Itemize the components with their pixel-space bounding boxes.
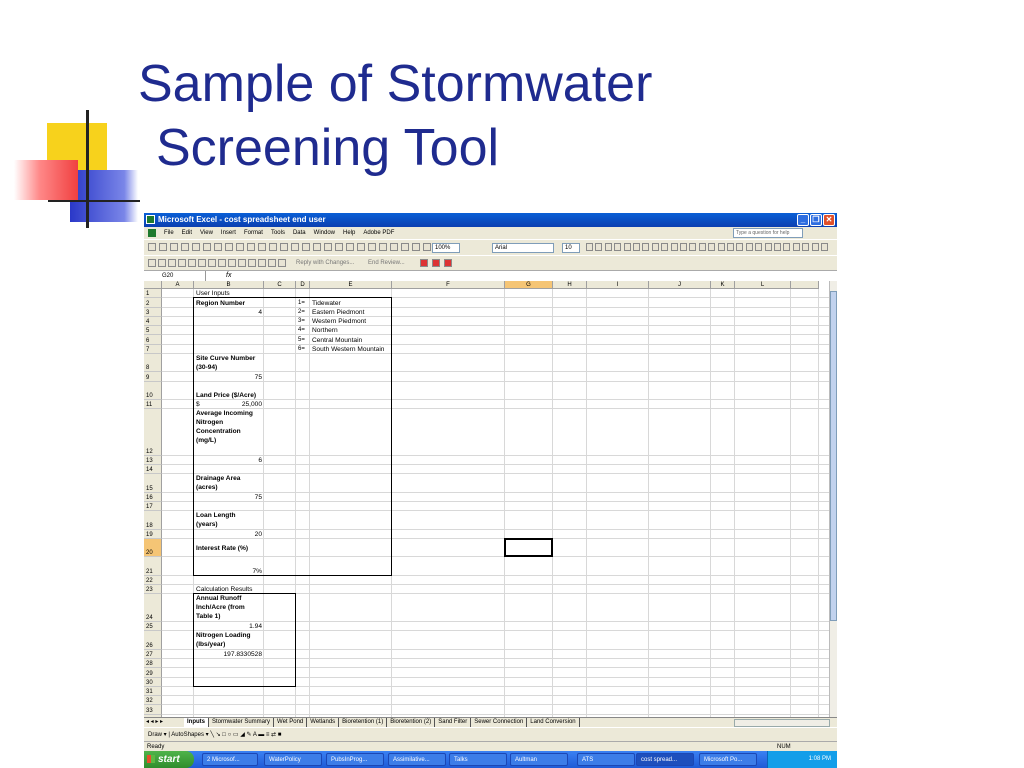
toolbar-button-icon[interactable] (390, 243, 398, 251)
cell-region-code: 2= (298, 308, 305, 315)
start-label: start (158, 754, 180, 765)
taskbar-item[interactable] (577, 753, 635, 766)
column-gridline (790, 289, 791, 717)
cell-region-name: Northern (312, 327, 338, 335)
format-button-icon[interactable] (708, 243, 715, 251)
column-header-H[interactable]: H (553, 281, 587, 289)
selected-cell-g20 (504, 538, 553, 558)
column-header-I[interactable]: I (587, 281, 649, 289)
help-question-box[interactable]: Type a question for help (733, 228, 803, 238)
column-gridline (734, 289, 735, 717)
toolbar-button-icon[interactable] (247, 243, 255, 251)
draw-menu[interactable]: Draw (148, 732, 163, 738)
row-header-16[interactable]: 16 (144, 493, 162, 502)
scroll-thumb[interactable] (830, 291, 837, 621)
column-header-F[interactable]: F (392, 281, 505, 289)
review-button-icon[interactable] (238, 259, 246, 267)
cell-loan-value: 20 (254, 530, 262, 538)
fx-icon[interactable]: fx (226, 272, 232, 279)
taskbar-item[interactable] (636, 753, 694, 766)
menu-view[interactable]: View (200, 230, 213, 236)
sheet-tab-wetlands[interactable]: Wetlands (307, 718, 339, 727)
format-button-icon[interactable] (812, 243, 819, 251)
restore-icon[interactable]: ❐ (810, 214, 822, 226)
row-header-1[interactable]: 1 (144, 289, 162, 298)
end-review-button[interactable]: End Review... (366, 259, 408, 269)
toolbar-button-icon[interactable] (214, 243, 222, 251)
taskbar-item-label: ATS (582, 757, 594, 763)
row-header-8[interactable]: 8 (144, 354, 162, 373)
cell-user-inputs: User Inputs (196, 290, 230, 298)
menu-file[interactable]: File (164, 230, 174, 236)
row-header-26[interactable]: 26 (144, 631, 162, 650)
menu-tools[interactable]: Tools (270, 230, 285, 236)
taskbar-item[interactable] (449, 753, 507, 766)
taskbar-item-label: Aultman (515, 757, 538, 763)
excel-title-bar[interactable] (144, 213, 837, 227)
horizontal-scrollbar[interactable] (734, 719, 830, 727)
toolbar-button-icon[interactable] (148, 243, 156, 251)
row-header-28[interactable]: 28 (144, 659, 162, 668)
tab-nav-arrows[interactable]: ◂ ◂ ▸ ▸ (146, 719, 164, 725)
toolbar-button-icon[interactable] (236, 243, 244, 251)
format-button-icon[interactable] (746, 243, 753, 251)
menu-bar (144, 227, 837, 239)
pdf-icon[interactable] (444, 259, 452, 267)
row-header-31[interactable]: 31 (144, 687, 162, 696)
window-title: Microsoft Excel - cost spreadsheet end user (158, 215, 326, 224)
column-header-K[interactable]: K (711, 281, 735, 289)
cell-site-curve-range: (30-94) (196, 363, 218, 371)
toolbar-button-icon[interactable] (324, 243, 332, 251)
toolbar-button-icon[interactable] (335, 243, 343, 251)
toolbar-button-icon[interactable] (379, 243, 387, 251)
excel-app-icon (146, 215, 155, 224)
column-gridline (552, 289, 553, 717)
sheet-tab-sand-filter[interactable]: Sand Filter (435, 718, 471, 727)
vertical-scrollbar[interactable] (829, 281, 837, 717)
review-button-icon[interactable] (278, 259, 286, 267)
menu-data[interactable]: Data (292, 230, 306, 236)
row-header-5[interactable]: 5 (144, 326, 162, 335)
cell-site-curve-label: Site Curve Number (196, 354, 256, 362)
taskbar-item-label: Talks (454, 757, 468, 763)
format-button-icon[interactable] (633, 243, 640, 251)
row-header-29[interactable]: 29 (144, 668, 162, 677)
toolbar-button-icon[interactable] (258, 243, 266, 251)
start-button[interactable] (144, 751, 194, 768)
row-header-4[interactable]: 4 (144, 317, 162, 326)
review-button-icon[interactable] (198, 259, 206, 267)
column-gridline (710, 289, 711, 717)
row-header-11[interactable]: 11 (144, 400, 162, 409)
zoom-select[interactable]: 100% (432, 243, 460, 253)
row-header-13[interactable]: 13 (144, 456, 162, 465)
taskbar-item-label: PubsInProg... (331, 757, 368, 763)
review-button-icon[interactable] (188, 259, 196, 267)
taskbar-item-label: Assimilative... (393, 757, 430, 763)
row-header-21[interactable]: 21 (144, 557, 162, 576)
autoshapes-menu[interactable]: AutoShapes (171, 732, 204, 738)
row-header-12[interactable]: 12 (144, 409, 162, 455)
cell-interest-value: 7% (252, 567, 262, 575)
toolbar-button-icon[interactable] (269, 243, 277, 251)
format-button-icon[interactable] (765, 243, 772, 251)
sheet-tab-land-conversion[interactable]: Land Conversion (527, 718, 579, 727)
status-num: NUM (777, 744, 791, 750)
toolbar-button-icon[interactable] (159, 243, 167, 251)
column-header-B[interactable]: B (194, 281, 264, 289)
clock: 1:08 PM (808, 756, 831, 762)
toolbar-button-icon[interactable] (291, 243, 299, 251)
drawing-toolbar: Draw ▾ | AutoShapes ▾ ╲ ↘ □ ○ ▭ ◢ ✎ A ▬ ≡ ⇄ ■ (144, 727, 837, 741)
column-gridline (648, 289, 649, 717)
taskbar-item-label: 2 Microsof... (207, 757, 240, 763)
format-button-icon[interactable] (699, 243, 706, 251)
cell-site-curve-value: 75 (254, 373, 262, 381)
windows-taskbar (144, 751, 837, 768)
row-header-30[interactable]: 30 (144, 678, 162, 687)
format-button-icon[interactable] (736, 243, 743, 251)
review-button-icon[interactable] (248, 259, 256, 267)
toolbar-button-icon[interactable] (302, 243, 310, 251)
input-section-border (193, 297, 392, 576)
column-gridline (586, 289, 587, 717)
cell-region-code: 5= (298, 336, 305, 343)
format-button-icon[interactable] (671, 243, 678, 251)
column-header-A[interactable]: A (162, 281, 194, 289)
row-header-22[interactable]: 22 (144, 576, 162, 585)
column-header-L[interactable]: L (735, 281, 791, 289)
cell-region-name: Tidewater (312, 299, 341, 307)
name-box[interactable]: G20 (144, 271, 206, 281)
row-header-6[interactable]: 6 (144, 335, 162, 344)
status-bar (144, 741, 837, 751)
format-button-icon[interactable] (774, 243, 781, 251)
formula-bar (144, 270, 837, 281)
format-button-icon[interactable] (661, 243, 668, 251)
column-header-D[interactable]: D (296, 281, 310, 289)
column-header-C[interactable]: C (264, 281, 296, 289)
cell-nitrogen-loading-value: 197.8330528 (223, 651, 262, 658)
cell-nitrogen-conc-value: 6 (258, 456, 262, 464)
taskbar-item-label: Microsoft Po... (704, 757, 743, 763)
excel-window (144, 213, 837, 768)
pdf-icon[interactable] (420, 259, 428, 267)
row-header-19[interactable]: 19 (144, 530, 162, 539)
row-header-7[interactable]: 7 (144, 345, 162, 354)
cell-calc-results: Calculation Results (196, 586, 253, 594)
cell-region-code: 6= (298, 345, 305, 352)
reviewing-toolbar (144, 255, 837, 270)
cell-region-name: Western Piedmont (312, 318, 367, 325)
column-header-extra (791, 281, 819, 289)
column-gridline (818, 289, 819, 717)
sheet-tab-sewer-connection[interactable]: Sewer Connection (471, 718, 527, 727)
format-button-icon[interactable] (793, 243, 800, 251)
format-button-icon[interactable] (680, 243, 687, 251)
cell-region-code: 3= (298, 318, 305, 324)
taskbar-item[interactable] (699, 753, 757, 766)
cell-land-price-value: 25,000 (241, 401, 262, 409)
font-select[interactable]: Arial (492, 243, 554, 253)
sheet-tab-stormwater-summary[interactable]: Stormwater Summary (209, 718, 274, 727)
row-header-15[interactable]: 15 (144, 474, 162, 493)
toolbar-button-icon[interactable] (225, 243, 233, 251)
cell-region-label: Region Number (196, 299, 246, 307)
format-button-icon[interactable] (605, 243, 612, 251)
cell-drainage-value: 75 (254, 493, 262, 501)
format-button-icon[interactable] (586, 243, 593, 251)
sheet-tab-wet-pond[interactable]: Wet Pond (274, 718, 307, 727)
row-header-25[interactable]: 25 (144, 622, 162, 631)
system-tray (767, 751, 837, 768)
format-button-icon[interactable] (595, 243, 602, 251)
row-header-24[interactable]: 24 (144, 594, 162, 622)
format-button-icon[interactable] (718, 243, 725, 251)
format-button-icon[interactable] (642, 243, 649, 251)
taskbar-item[interactable] (510, 753, 568, 766)
review-button-icon[interactable] (168, 259, 176, 267)
review-button-icon[interactable] (208, 259, 216, 267)
toolbar-button-icon[interactable] (346, 243, 354, 251)
cell-region-code: 4= (298, 327, 305, 334)
format-button-icon[interactable] (614, 243, 621, 251)
pdf-icon[interactable] (432, 259, 440, 267)
status-ready: Ready (147, 744, 165, 750)
toolbar-button-icon[interactable] (357, 243, 365, 251)
column-gridline (504, 289, 505, 717)
sheet-tab-bar (144, 717, 837, 727)
row-header-20[interactable]: 20 (144, 539, 162, 558)
format-button-icon[interactable] (624, 243, 631, 251)
taskbar-item[interactable] (264, 753, 322, 766)
review-button-icon[interactable] (158, 259, 166, 267)
cell-drainage-label: Drainage Area (acres) (196, 475, 241, 491)
format-button-icon[interactable] (783, 243, 790, 251)
taskbar-item[interactable] (326, 753, 384, 766)
format-button-icon[interactable] (821, 243, 828, 251)
row-header-27[interactable]: 27 (144, 650, 162, 659)
toolbar-button-icon[interactable] (170, 243, 178, 251)
menu-window[interactable]: Window (313, 230, 335, 236)
sheet-tab-bioretention-1-[interactable]: Bioretention (1) (339, 718, 387, 727)
row-header-17[interactable]: 17 (144, 502, 162, 511)
format-button-icon[interactable] (652, 243, 659, 251)
menu-format[interactable]: Format (243, 230, 263, 236)
title-line-1: Sample of Stormwater (138, 55, 653, 113)
format-button-icon[interactable] (689, 243, 696, 251)
deco-vertical-line (86, 110, 89, 228)
results-section-border (193, 593, 296, 687)
menu-insert[interactable]: Insert (220, 230, 236, 236)
standard-toolbar (144, 239, 837, 255)
cell-interest-label: Interest Rate (%) (196, 544, 249, 552)
toolbar-button-icon[interactable] (423, 243, 431, 251)
sheet-tab-bioretention-2-[interactable]: Bioretention (2) (387, 718, 435, 727)
review-button-icon[interactable] (268, 259, 276, 267)
cell-region-name: South Western Mountain (312, 345, 385, 353)
reply-with-changes-button[interactable]: Reply with Changes... (294, 259, 364, 269)
sheet-tab-inputs[interactable]: Inputs (184, 718, 209, 727)
close-icon[interactable]: ✕ (823, 214, 835, 226)
taskbar-item[interactable] (388, 753, 446, 766)
title-line-2: Screening Tool (156, 119, 500, 177)
row-header-3[interactable]: 3 (144, 308, 162, 317)
toolbar-button-icon[interactable] (368, 243, 376, 251)
toolbar-button-icon[interactable] (313, 243, 321, 251)
toolbar-button-icon[interactable] (401, 243, 409, 251)
row-header-2[interactable]: 2 (144, 298, 162, 307)
row-header-9[interactable]: 9 (144, 372, 162, 381)
review-button-icon[interactable] (258, 259, 266, 267)
workbook-icon (148, 229, 156, 237)
taskbar-item-label: cost spread... (641, 757, 678, 763)
column-header-J[interactable]: J (649, 281, 711, 289)
toolbar-button-icon[interactable] (280, 243, 288, 251)
format-button-icon[interactable] (727, 243, 734, 251)
spreadsheet-grid[interactable] (144, 281, 829, 717)
menu-edit[interactable]: Edit (181, 230, 193, 236)
toolbar-button-icon[interactable] (203, 243, 211, 251)
row-header-33[interactable]: 33 (144, 705, 162, 714)
toolbar-button-icon[interactable] (192, 243, 200, 251)
cell-runoff-value: 1.94 (249, 623, 262, 631)
row-header-10[interactable]: 10 (144, 382, 162, 401)
windows-flag-icon (147, 755, 155, 763)
row-header-14[interactable]: 14 (144, 465, 162, 474)
format-button-icon[interactable] (755, 243, 762, 251)
cell-loan-label: Loan Length (years) (196, 512, 236, 528)
deco-blue-square (70, 170, 138, 222)
cell-region-name: Eastern Piedmont (312, 308, 365, 316)
review-button-icon[interactable] (228, 259, 236, 267)
deco-red-square (14, 160, 78, 200)
deco-horizontal-line (48, 200, 140, 202)
taskbar-item[interactable] (202, 753, 258, 766)
menu-help[interactable]: Help (343, 230, 356, 236)
format-button-icon[interactable] (802, 243, 809, 251)
taskbar-item-label: WaterPolicy (269, 757, 301, 763)
minimize-icon[interactable]: _ (797, 214, 809, 226)
row-header-18[interactable]: 18 (144, 511, 162, 530)
cell-region-value: 4 (258, 308, 262, 316)
toolbar-button-icon[interactable] (412, 243, 420, 251)
cell-region-code: 1= (298, 299, 305, 306)
cell-land-price-currency: $ (196, 401, 200, 409)
cell-region-name: Central Mountain (312, 336, 363, 344)
cell-runoff-label: Annual Runoff Inch/Acre (from Table 1) (196, 595, 245, 621)
review-button-icon[interactable] (178, 259, 186, 267)
review-button-icon[interactable] (148, 259, 156, 267)
font-size-select[interactable]: 10 (562, 243, 580, 253)
row-header-23[interactable]: 23 (144, 585, 162, 594)
row-header-32[interactable]: 32 (144, 696, 162, 705)
column-header-G[interactable]: G (505, 281, 553, 289)
cell-land-price-label: Land Price ($/Acre) (196, 392, 257, 399)
select-all-corner[interactable] (144, 281, 162, 289)
slide-title (138, 52, 998, 180)
cell-nitrogen-loading-label: Nitrogen Loading (lbs/year) (196, 632, 251, 649)
column-header-E[interactable]: E (310, 281, 392, 289)
cell-nitrogen-conc-label: Average Incoming Nitrogen Concentration (mg/L) (196, 410, 253, 445)
menu-adobe-pdf[interactable]: Adobe PDF (363, 230, 395, 236)
review-button-icon[interactable] (218, 259, 226, 267)
toolbar-button-icon[interactable] (181, 243, 189, 251)
